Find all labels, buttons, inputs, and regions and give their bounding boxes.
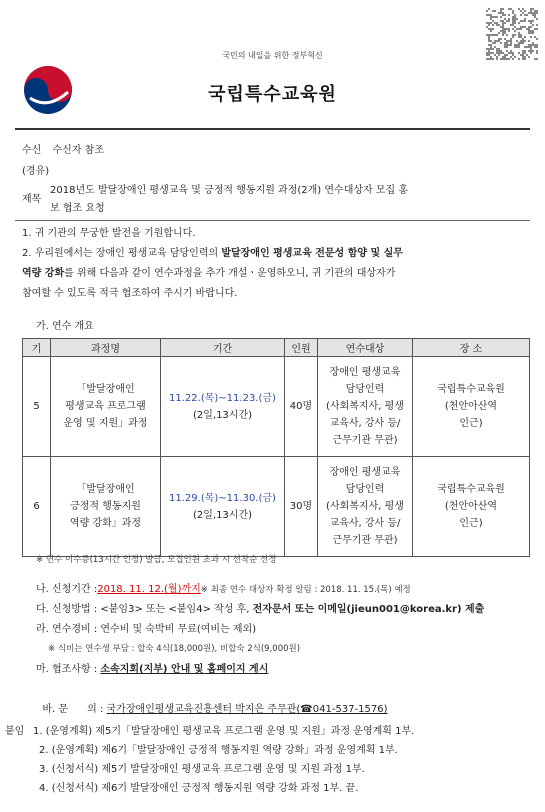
attachments [5, 722, 540, 798]
col-header: 연수대상 [318, 339, 413, 357]
course-line: 운영 및 지원」과정 [63, 418, 148, 429]
col-header: 과정명 [51, 339, 161, 357]
period-dates: 11.29.(목)~11.30.(금) [169, 492, 276, 504]
col-header: 기간 [161, 339, 285, 357]
ba-label: 바. 문 의 : [42, 704, 107, 715]
cell-gi: 5 [23, 357, 51, 457]
org-title: 국립특수교육원 [208, 84, 337, 105]
cell-course [51, 357, 161, 457]
ma-text: 소속지회(지부) 안내 및 홈페이지 게시 [100, 664, 269, 675]
training-overview-table [22, 338, 530, 557]
na-note: ※ 최종 연수 대상자 확정 알림 : 2018. 11. 15.(목) 예정 [200, 585, 411, 595]
p2-bold: 발달장애인 평생교육 전문성 함양 및 실무 [221, 248, 403, 259]
p2-prefix: 2. 우리원에서는 장애인 평생교육 담당인력의 [22, 248, 222, 259]
table-header-row [23, 339, 530, 357]
recipient-row [22, 141, 104, 156]
cell-period [161, 357, 285, 457]
item-ba [36, 680, 541, 720]
cell-gi: 6 [23, 457, 51, 557]
target-line: 근무기관 무관) [332, 435, 398, 446]
ba-text: 국가장애인평생교육진흥센터 박지은 주무관(☎041-537-1576) [106, 704, 388, 715]
na-deadline: 2018. 11. 12.(월)까지 [97, 584, 201, 595]
paragraph-2 [22, 244, 527, 304]
period-duration: (2일,13시간) [192, 409, 253, 421]
item-na [36, 580, 541, 600]
target-line: 장애인 평생교육 [329, 367, 401, 378]
place-line: 국립특수교육원 [437, 484, 505, 495]
header-divider [15, 128, 530, 130]
p2-line2-rest: 를 위해 다음과 같이 연수과정을 추가 개설ㆍ운영하오니, 귀 기관의 대상자가 [64, 268, 396, 279]
cell-period [161, 457, 285, 557]
cell-place [413, 357, 530, 457]
recipient-label: 수신 [22, 145, 42, 156]
place-line: 인근) [459, 418, 483, 429]
attachments-label: 붙임 [5, 726, 25, 737]
item-ma [36, 660, 541, 680]
course-line: 「발달장애인 [76, 484, 135, 495]
col-header: 기 [23, 339, 51, 357]
course-line: 「발달장애인 [76, 384, 135, 395]
place-line: (천안아산역 [444, 501, 498, 512]
place-line: 인근) [459, 518, 483, 529]
subject-row [22, 182, 527, 218]
table-footnote: ※ 연수 이수증(13시간 인정) 발급, 모집인원 초과 시 선착순 선정 [36, 555, 277, 565]
attachment-item: 2. (운영계획) 제6기「발달장애인 긍정적 행동지원 역량 강화」과정 운영계획 1부. [39, 745, 398, 756]
subject-line-2: 보 협조 요청 [50, 203, 105, 214]
course-line: 긍정적 행동지원 [70, 501, 141, 512]
item-da [36, 600, 541, 620]
col-header: 장 소 [413, 339, 530, 357]
recipient-value: 수신자 참조 [52, 145, 104, 156]
via: (경유) [22, 166, 50, 177]
attachment-item: 3. (신청서식) 제5기 발달장애인 평생교육 프로그램 운영 및 지원 과정 1부. [39, 764, 365, 775]
na-label: 나. 신청기간 : [36, 584, 98, 595]
target-line: 교육사, 강사 등/ [329, 418, 401, 429]
gov-slogan: 국민의 내일을 위한 정부혁신 [222, 51, 323, 60]
ra-note: ※ 식비는 연수생 부담 : 합숙 4식(18,000원), 비합숙 2식(9,000원) [48, 644, 301, 654]
subject-label: 제목 [22, 194, 42, 205]
place-line: (천안아산역 [444, 401, 498, 412]
course-line: 역량 강화」과정 [69, 518, 142, 529]
da-label: 다. 신청방법 : [36, 604, 101, 615]
cell-count: 30명 [285, 457, 318, 557]
section-ga: 가. 연수 개요 [36, 321, 94, 332]
table-row [23, 357, 530, 457]
p2-line3: 참여할 수 있도록 적극 협조하여 주시기 바랍니다. [22, 288, 238, 299]
da-text: <붙임3> 또는 <붙임4> 작성 후, [100, 604, 253, 615]
target-line: 담당인력 [345, 484, 385, 495]
subject-line-1: 2018년도 발달장애인 평생교육 및 긍정적 행동지원 과정(2개) 연수대상자 모집 홍 [50, 185, 409, 196]
item-ra: 라. 연수경비 : 연수비 및 숙박비 무료(여비는 제외) [36, 624, 257, 635]
target-line: 교육사, 강사 등/ [329, 518, 401, 529]
qr-code-icon [486, 8, 538, 60]
ma-label: 마. 협조사항 : [36, 664, 101, 675]
subject-divider [15, 220, 530, 221]
cell-course [51, 457, 161, 557]
cell-target [318, 457, 413, 557]
cell-target [318, 357, 413, 457]
cell-count: 40명 [285, 357, 318, 457]
attachment-item: 1. (운영계획) 제5기「발달장애인 평생교육 프로그램 운영 및 지원」과정 운영계획 1부. [33, 726, 415, 737]
paragraph-1: 1. 귀 기관의 무궁한 발전을 기원합니다. [22, 228, 196, 239]
target-line: 장애인 평생교육 [329, 467, 401, 478]
target-line: (사회복지사, 평생 [326, 501, 404, 512]
place-line: 국립특수교육원 [437, 384, 505, 395]
p2-line2-bold: 역량 강화 [22, 268, 65, 279]
attachment-item: 4. (신청서식) 제6기 발달장애인 긍정적 행동지원 역량 강화 과정 1부. 끝. [39, 783, 359, 794]
period-dates: 11.22.(목)~11.23.(금) [169, 392, 276, 404]
da-bold: 전자문서 또는 이메일(jieun001@korea.kr) 제출 [252, 604, 485, 615]
course-line: 평생교육 프로그램 [65, 401, 146, 412]
col-header: 인원 [285, 339, 318, 357]
target-line: 담당인력 [345, 384, 385, 395]
target-line: 근무기관 무관) [332, 535, 398, 546]
target-line: (사회복지사, 평생 [326, 401, 404, 412]
table-row [23, 457, 530, 557]
cell-place [413, 457, 530, 557]
period-duration: (2일,13시간) [192, 509, 253, 521]
